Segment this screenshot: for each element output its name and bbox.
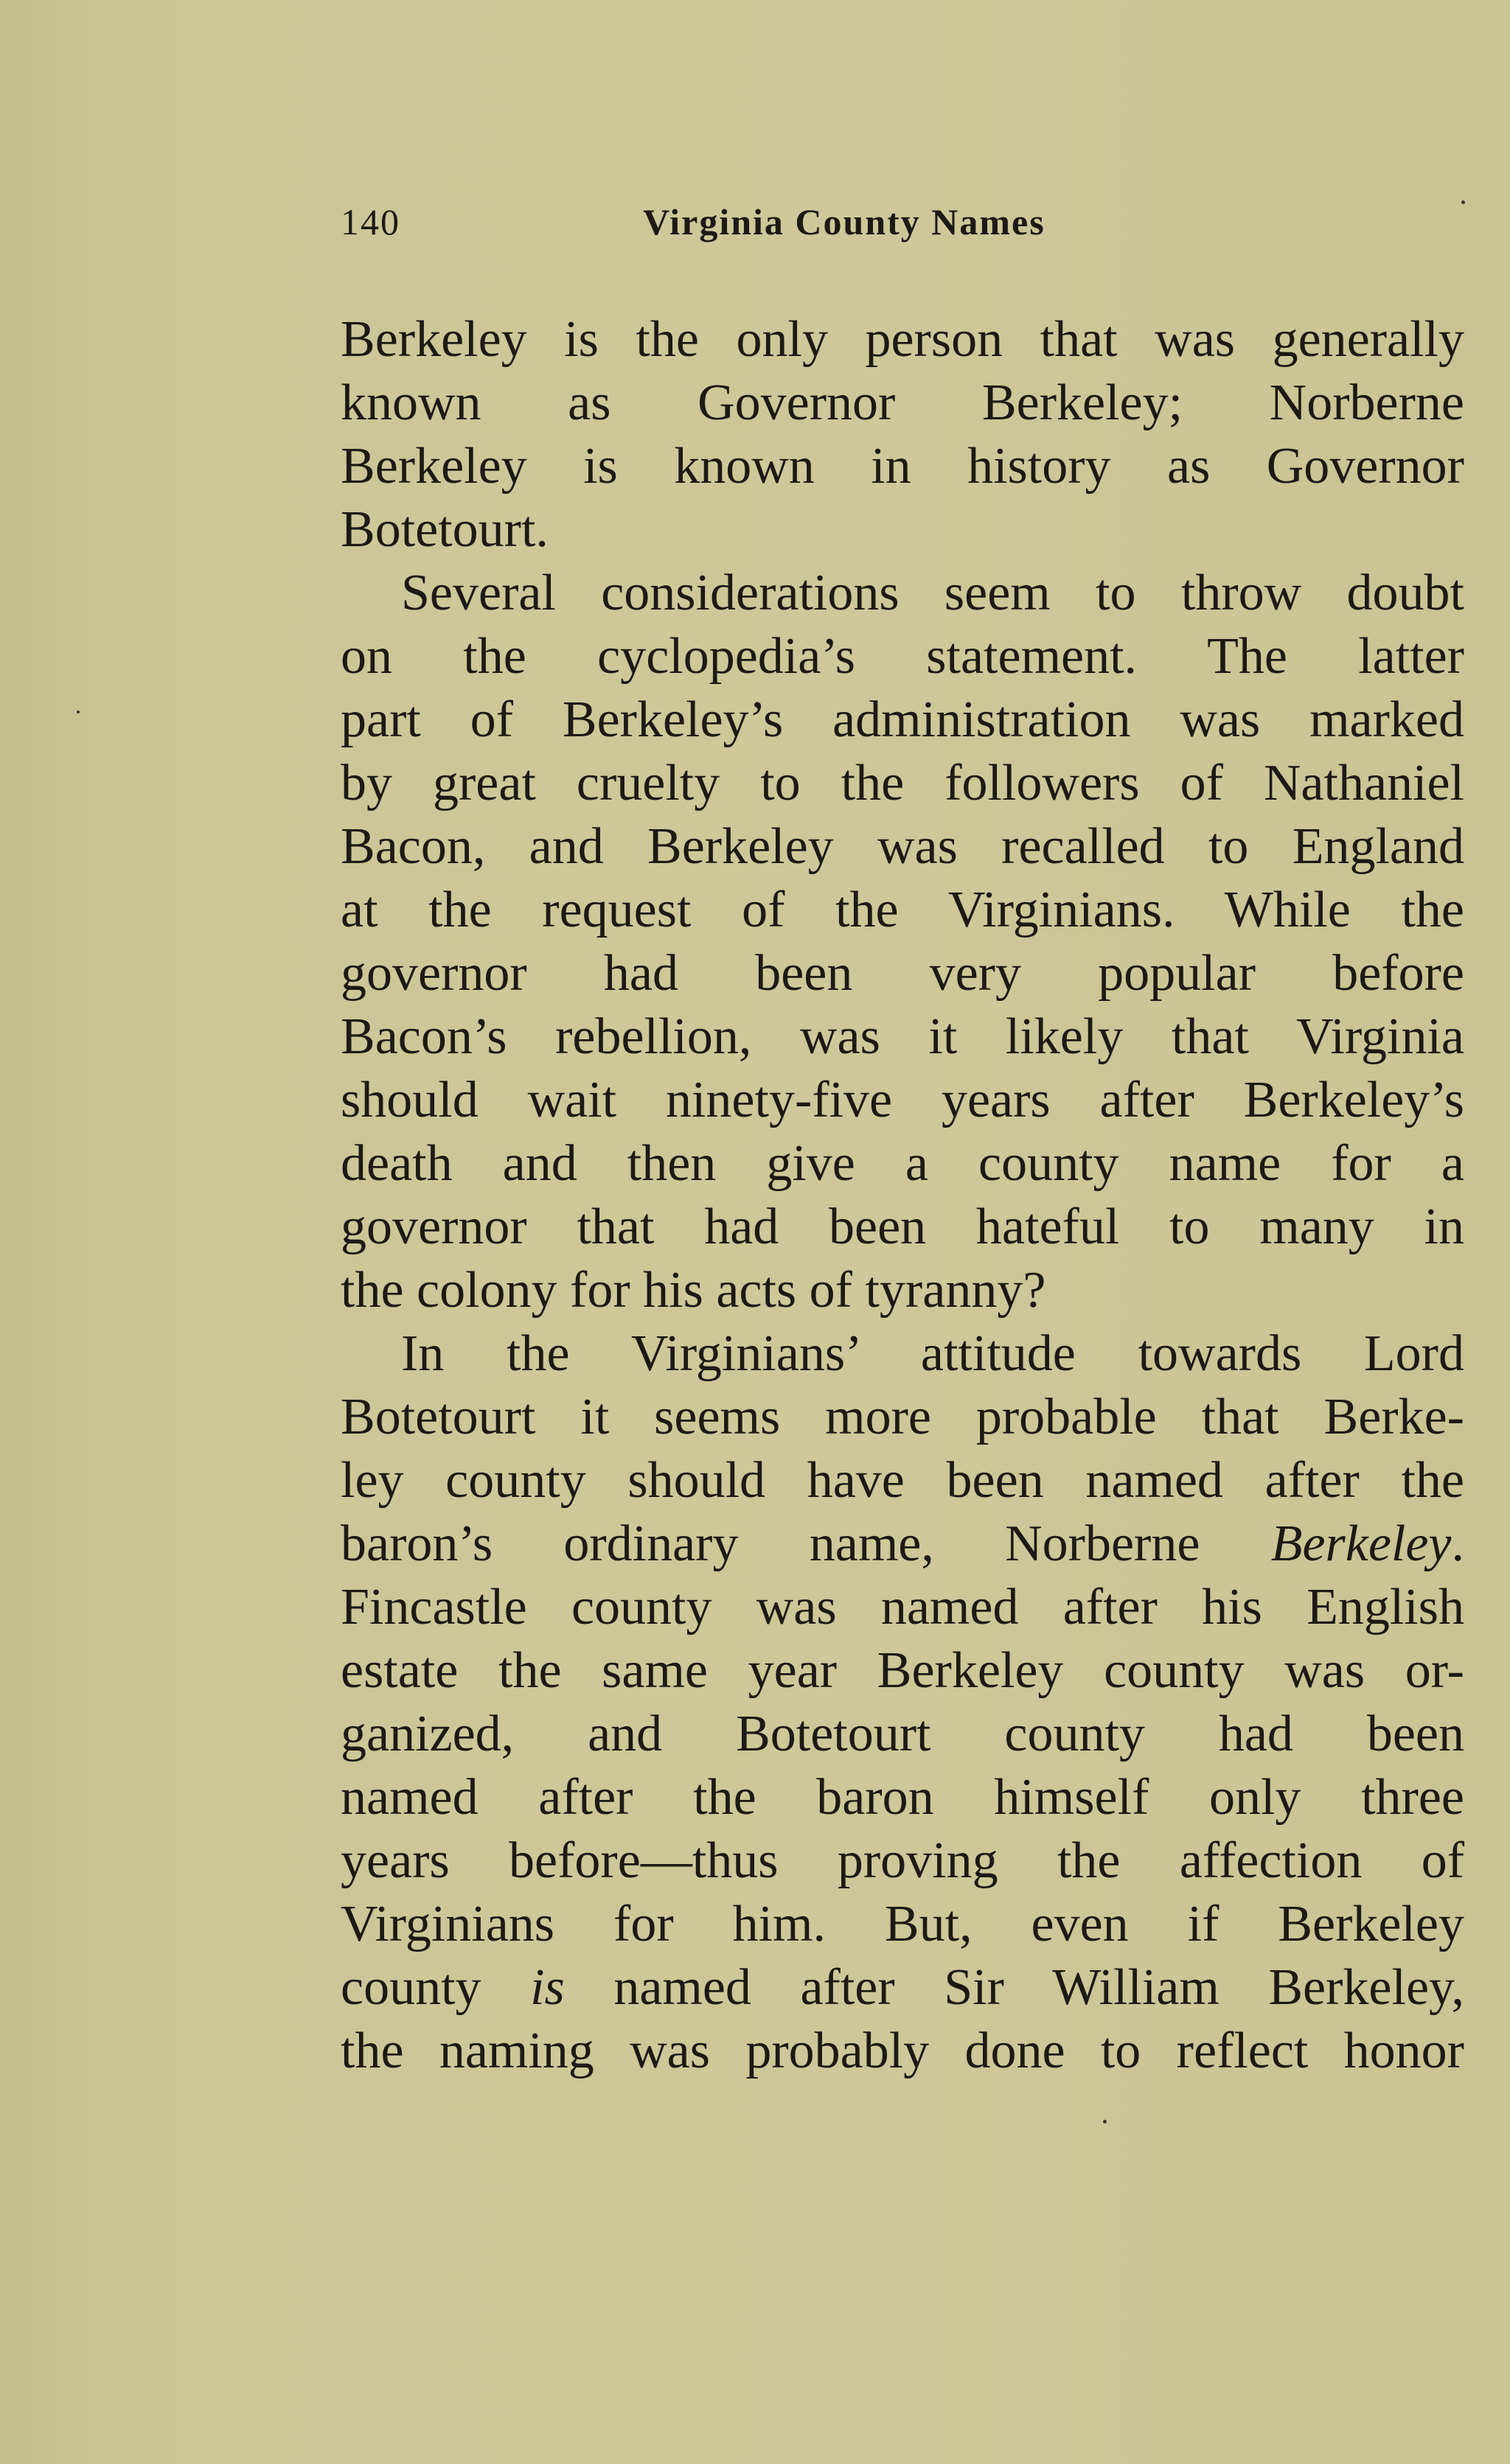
text-line: Berkeley is known in history as Governor <box>341 438 1464 495</box>
running-head <box>341 200 1464 252</box>
paper-speck <box>1103 2120 1107 2123</box>
text-line: Bacon’s rebellion, was it likely that Virginia <box>341 1008 1464 1065</box>
text-line: named after the baron himself only three <box>341 1769 1464 1826</box>
paper-speck <box>1461 200 1465 204</box>
text-line: Fincastle county was named after his English <box>341 1579 1464 1636</box>
paragraph-start-line: Several considerations seem to throw doubt <box>401 565 1464 621</box>
text-segment: . <box>1451 1515 1464 1572</box>
text-line: years before—thus proving the affection of <box>341 1832 1464 1889</box>
text-line: at the request of the Virginians. While the <box>341 882 1464 938</box>
text-line-with-italic <box>341 1956 1464 2020</box>
paper-speck <box>77 711 80 713</box>
text-line: by great cruelty to the followers of Nathaniel <box>341 755 1464 812</box>
text-line: estate the same year Berkeley county was or- <box>341 1642 1464 1699</box>
italic-word: Berkeley <box>1270 1515 1452 1572</box>
text-line: death and then give a county name for a <box>341 1135 1464 1192</box>
text-line: Botetourt. <box>341 501 549 558</box>
text-line: Bacon, and Berkeley was recalled to England <box>341 818 1464 875</box>
text-line: Botetourt it seems more probable that Berke- <box>341 1389 1464 1445</box>
paragraph-start-line: In the Virginians’ attitude towards Lord <box>401 1325 1464 1382</box>
text-segment: named after Sir William Berkeley, <box>564 1959 1464 2016</box>
italic-word: is <box>530 1959 565 2016</box>
text-line: ley county should have been named after the <box>341 1452 1464 1509</box>
page-number: 140 <box>341 201 400 242</box>
text-line: Berkeley is the only person that was generally <box>341 311 1464 368</box>
text-line: should wait ninety-five years after Berkeley’s <box>341 1072 1464 1128</box>
text-line: ganized, and Botetourt county had been <box>341 1706 1464 1762</box>
text-segment: county <box>341 1959 531 2016</box>
text-line: governor had been very popular before <box>341 945 1464 1002</box>
text-line: the naming was probably done to reflect honor <box>341 2022 1464 2079</box>
text-line: Virginians for him. But, even if Berkeley <box>341 1896 1464 1952</box>
running-title: Virginia County Names <box>643 201 1045 242</box>
body-text <box>341 308 1464 2083</box>
text-line: the colony for his acts of tyranny? <box>341 1262 1046 1319</box>
text-line: on the cyclopedia’s statement. The latter <box>341 628 1464 685</box>
text-line: part of Berkeley’s administration was marked <box>341 691 1464 748</box>
text-line: known as Governor Berkeley; Norberne <box>341 374 1464 431</box>
text-segment: baron’s ordinary name, Norberne <box>341 1515 1271 1572</box>
text-line-with-italic <box>341 1512 1464 1576</box>
text-line: governor that had been hateful to many in <box>341 1198 1464 1255</box>
